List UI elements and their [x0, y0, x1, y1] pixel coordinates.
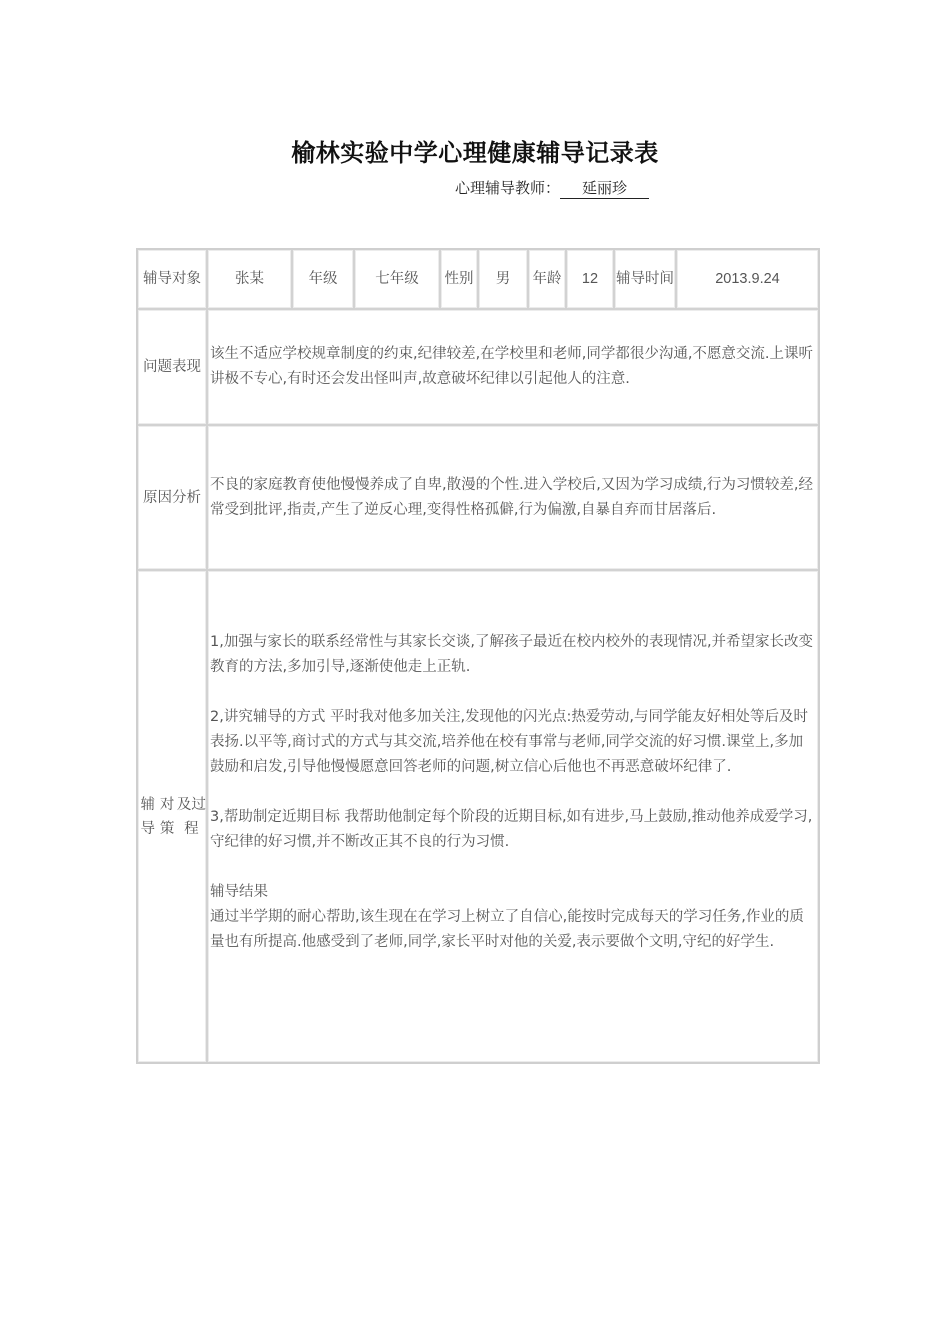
age-value: 12 — [567, 250, 615, 308]
teacher-label: 心理辅导教师： — [455, 179, 561, 197]
age-label: 年龄 — [529, 250, 567, 308]
teacher-line — [455, 177, 649, 199]
strategy-text — [208, 571, 818, 1062]
time-label: 辅导 时间 — [615, 250, 677, 308]
problem-text: 该生不适应学校规章制度的约束,纪律较差,在学校里和老师,同学都很少沟通,不愿意交流.上课听讲极不专心,有时还会发出怪叫声,故意破坏纪律以引起他人的注意. — [208, 310, 818, 424]
strategy-item-2: 2,讲究辅导的方式 平时我对他多加关注,发现他的闪光点:热爱劳动,与同学能友好相处等后及时表扬.以平等,商讨式的方式与其交流,培养他在校有事常与老师,同学交流的好习惯.课堂上,多加鼓励和启发,引导他慢慢愿意回答老师的问题,树立信心后他也不再恶意破坏纪律了. — [210, 709, 809, 775]
strategy-item-3: 3,帮助制定近期目标 我帮助他制定每个阶段的近期目标,如有进步,马上鼓励,推动他养成爱学习,守纪律的好习惯,并不断改正其不良的行为习惯. — [210, 809, 813, 850]
grade-label: 年级 — [293, 250, 355, 308]
subject-label: 辅导 对象 — [138, 250, 208, 308]
date-value: 2013.9.24 — [677, 250, 818, 308]
cause-row — [138, 426, 818, 571]
problem-label: 问题 表现 — [138, 310, 208, 424]
strategy-row — [138, 571, 818, 1062]
problem-row — [138, 310, 818, 426]
teacher-name: 延丽珍 — [560, 179, 649, 199]
result-title: 辅导结果 — [210, 884, 268, 900]
cause-text: 不良的家庭教育使他慢慢养成了自卑,散漫的个性.进入学校后,又因为学习成绩,行为习惯较差,经常受到批评,指责,产生了逆反心理,变得性格孤僻,行为偏激,自暴自弃而甘居落后. — [208, 426, 818, 569]
cause-label: 原因 分析 — [138, 426, 208, 569]
gender-value: 男 — [479, 250, 529, 308]
gender-label: 性别 — [441, 250, 479, 308]
info-row — [138, 250, 818, 310]
result-text: 通过半学期的耐心帮助,该生现在在学习上树立了自信心,能按时完成每天的学习任务,作业的质量也有所提高.他感受到了老师,同学,家长平时对他的关爱,表示要做个文明,守纪的好学生. — [210, 909, 804, 950]
record-table — [136, 248, 820, 1064]
page-title: 榆林实验中学心理健康辅导记录表 — [291, 139, 659, 167]
subject-value: 张某 — [208, 250, 293, 308]
grade-value: 七年级 — [355, 250, 441, 308]
strategy-label: 辅导 对策 及过程 — [138, 571, 208, 1062]
strategy-item-1: 1,加强与家长的联系经常性与其家长交谈,了解孩子最近在校内校外的表现情况,并希望家长改变教育的方法,多加引导,逐渐使他走上正轨. — [210, 634, 814, 675]
